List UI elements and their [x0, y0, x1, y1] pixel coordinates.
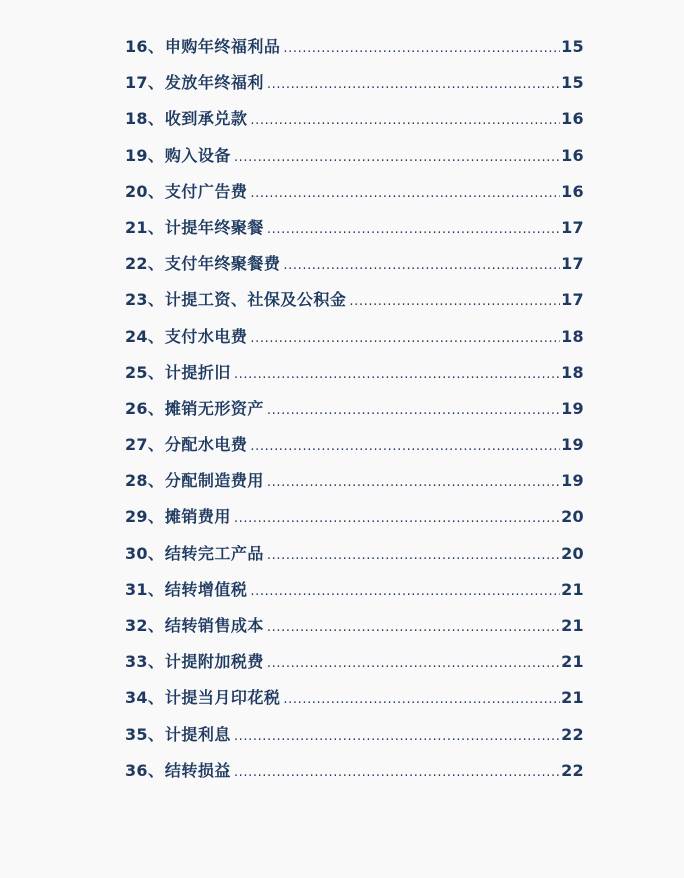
toc-entry-separator: 、 — [147, 398, 164, 418]
toc-entry-number: 33 — [125, 652, 148, 672]
toc-entry[interactable] — [125, 143, 584, 179]
toc-entry-title: 分配水电费 — [164, 435, 248, 455]
toc-entry-page-number: 22 — [561, 760, 584, 780]
toc-entry-separator: 、 — [147, 688, 164, 708]
toc-dot-leader — [234, 729, 560, 744]
toc-entry-number: 30 — [125, 543, 148, 563]
toc-dot-leader — [250, 186, 560, 201]
toc-entry[interactable] — [125, 106, 584, 142]
toc-entry-page-number: 16 — [561, 145, 584, 165]
toc-dot-leader — [267, 620, 560, 635]
toc-dot-leader — [250, 584, 560, 599]
toc-entry-title: 购入设备 — [164, 145, 231, 165]
toc-entry-title: 申购年终福利品 — [164, 37, 281, 56]
toc-dot-leader — [234, 150, 560, 165]
toc-entry-page-number: 19 — [561, 398, 584, 418]
toc-entry-title: 计提折旧 — [164, 362, 231, 382]
toc-entry-page-number: 17 — [561, 290, 584, 310]
toc-entry[interactable] — [125, 360, 584, 396]
toc-entry[interactable] — [125, 396, 584, 432]
toc-entry-separator: 、 — [147, 616, 164, 635]
toc-entry-number: 27 — [125, 435, 148, 455]
toc-entry-title: 摊销费用 — [164, 507, 231, 527]
toc-entry-title: 支付年终聚餐费 — [164, 254, 281, 274]
toc-entry-separator: 、 — [147, 326, 164, 346]
toc-entry-number: 36 — [125, 760, 148, 780]
toc-entry[interactable] — [125, 613, 584, 649]
toc-entry[interactable] — [125, 577, 584, 613]
toc-dot-leader — [234, 511, 560, 526]
toc-entry-separator: 、 — [147, 724, 164, 744]
toc-entry-page-number: 17 — [561, 217, 584, 237]
toc-entry-title: 计提当月印花税 — [164, 688, 281, 708]
toc-entry-title: 计提工资、社保及公积金 — [164, 290, 347, 310]
toc-entry-separator: 、 — [147, 362, 164, 382]
toc-entry-separator: 、 — [147, 254, 164, 274]
toc-entry-title: 结转完工产品 — [164, 543, 264, 563]
toc-entry[interactable] — [125, 649, 584, 685]
toc-entry-title: 摊销无形资产 — [164, 398, 264, 418]
toc-entry-separator: 、 — [147, 290, 164, 310]
toc-entry-number: 22 — [125, 254, 148, 274]
toc-entry-page-number: 16 — [561, 109, 584, 129]
toc-entry-number: 29 — [125, 507, 148, 527]
toc-entry-page-number: 18 — [561, 326, 584, 346]
toc-entry-title: 结转销售成本 — [164, 616, 264, 635]
toc-entry-number: 16 — [125, 37, 148, 56]
toc-entry[interactable] — [125, 541, 584, 577]
toc-dot-leader — [283, 258, 560, 273]
toc-entry-page-number: 21 — [561, 616, 584, 635]
toc-entry-page-number: 16 — [561, 181, 584, 201]
toc-entry-title: 计提利息 — [164, 724, 231, 744]
toc-entry[interactable] — [125, 179, 584, 215]
toc-entry-number: 28 — [125, 471, 148, 491]
toc-entry-number: 31 — [125, 579, 148, 599]
toc-entry-number: 24 — [125, 326, 148, 346]
toc-entry-title: 计提附加税费 — [164, 652, 264, 672]
toc-entry-separator: 、 — [147, 181, 164, 201]
toc-entry-separator: 、 — [147, 217, 164, 237]
toc-entry-page-number: 20 — [561, 507, 584, 527]
toc-entry[interactable] — [125, 287, 584, 323]
toc-entry-page-number: 17 — [561, 254, 584, 274]
toc-entry[interactable] — [125, 468, 584, 504]
toc-entry-page-number: 19 — [561, 435, 584, 455]
toc-entry[interactable] — [125, 34, 584, 70]
toc-dot-leader — [349, 294, 560, 309]
toc-entry-title: 支付水电费 — [164, 326, 248, 346]
toc-entry-title: 发放年终福利 — [164, 73, 264, 93]
toc-entry-separator: 、 — [147, 760, 164, 780]
toc-dot-leader — [234, 765, 560, 780]
toc-entry-title: 支付广告费 — [164, 181, 248, 201]
toc-entry-separator: 、 — [147, 543, 164, 563]
toc-entry-number: 25 — [125, 362, 148, 382]
toc-entry-title: 分配制造费用 — [164, 471, 264, 491]
toc-entry-title: 收到承兑款 — [164, 109, 248, 129]
toc-entry-page-number: 15 — [561, 37, 584, 56]
toc-entry-page-number: 15 — [561, 73, 584, 93]
toc-entry[interactable] — [125, 504, 584, 540]
toc-entry-title: 结转损益 — [164, 760, 231, 780]
toc-entry-separator: 、 — [147, 579, 164, 599]
toc-dot-leader — [283, 41, 560, 56]
toc-entry[interactable] — [125, 685, 584, 721]
toc-entry[interactable] — [125, 70, 584, 106]
toc-dot-leader — [250, 439, 560, 454]
toc-entry-separator: 、 — [147, 37, 164, 56]
toc-entry-separator: 、 — [147, 507, 164, 527]
toc-entry-page-number: 21 — [561, 579, 584, 599]
toc-entry-number: 21 — [125, 217, 148, 237]
toc-entry[interactable] — [125, 722, 584, 758]
toc-entry-number: 26 — [125, 398, 148, 418]
toc-entry[interactable] — [125, 324, 584, 360]
toc-entry-number: 19 — [125, 145, 148, 165]
toc-entry-number: 23 — [125, 290, 148, 310]
toc-entry-separator: 、 — [147, 471, 164, 491]
toc-entry-separator: 、 — [147, 109, 164, 129]
toc-entry[interactable] — [125, 758, 584, 794]
toc-entry-title: 结转增值税 — [164, 579, 248, 599]
toc-entry-number: 34 — [125, 688, 148, 708]
table-of-contents — [125, 34, 584, 794]
toc-entry-title: 计提年终聚餐 — [164, 217, 264, 237]
toc-entry[interactable] — [125, 251, 584, 287]
toc-entry-page-number: 21 — [561, 652, 584, 672]
toc-entry-number: 20 — [125, 181, 148, 201]
toc-dot-leader — [250, 113, 560, 128]
toc-dot-leader — [267, 548, 560, 563]
toc-entry-number: 35 — [125, 724, 148, 744]
toc-entry-number: 17 — [125, 73, 148, 93]
toc-dot-leader — [283, 692, 560, 707]
toc-entry-separator: 、 — [147, 73, 164, 93]
toc-entry[interactable] — [125, 215, 584, 251]
toc-entry-page-number: 18 — [561, 362, 584, 382]
toc-entry-separator: 、 — [147, 145, 164, 165]
toc-dot-leader — [267, 403, 560, 418]
toc-dot-leader — [267, 656, 560, 671]
toc-entry[interactable] — [125, 432, 584, 468]
toc-dot-leader — [234, 367, 560, 382]
toc-entry-page-number: 19 — [561, 471, 584, 491]
toc-dot-leader — [267, 222, 560, 237]
toc-entry-number: 32 — [125, 616, 148, 635]
toc-dot-leader — [267, 475, 560, 490]
toc-entry-page-number: 20 — [561, 543, 584, 563]
toc-entry-number: 18 — [125, 109, 148, 129]
toc-dot-leader — [267, 77, 560, 92]
toc-entry-page-number: 21 — [561, 688, 584, 708]
toc-entry-separator: 、 — [147, 652, 164, 672]
toc-entry-page-number: 22 — [561, 724, 584, 744]
toc-dot-leader — [250, 331, 560, 346]
toc-entry-separator: 、 — [147, 435, 164, 455]
